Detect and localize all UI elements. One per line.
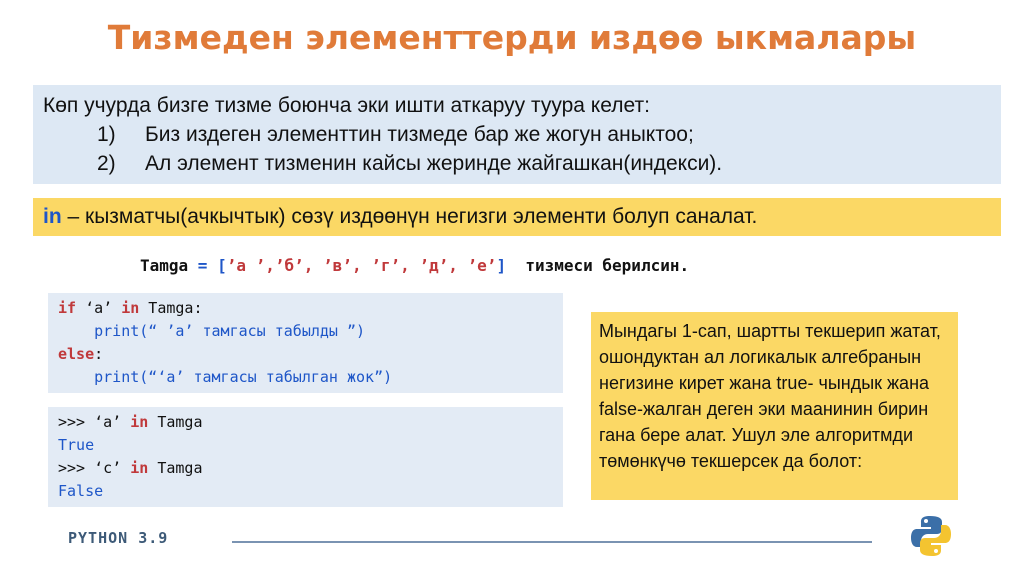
intro-item (43, 149, 991, 178)
in-keyword-box (33, 198, 1001, 236)
interactive-shell-block (48, 407, 563, 507)
intro-lead: Көп учурда бизге тизме боюнча эки ишти аткаруу туура келет: (43, 94, 650, 117)
code-keyword: if (58, 299, 77, 317)
intro-item-number: 1) (97, 123, 116, 146)
code-text: Tamga (148, 459, 203, 477)
code-line (58, 457, 553, 480)
if-else-code-block (48, 293, 563, 393)
code-keyword: else (58, 345, 95, 363)
code-string: ‘с’ (94, 459, 122, 477)
code-line (58, 343, 553, 366)
intro-item (43, 120, 991, 149)
code-line (58, 411, 553, 434)
shell-prompt: >>> (58, 413, 95, 431)
code-text: (“‘а’ тамгасы табылган жок”) (139, 368, 393, 386)
list-values: ’а ’,’б’, ’в’, ’г’, ’д’, ’е’ (226, 256, 497, 275)
code-line (58, 297, 553, 320)
code-text: Tamga: (139, 299, 203, 317)
code-keyword: in (130, 459, 149, 477)
code-function: print (94, 368, 140, 386)
intro-item-text: Ал элемент тизменин кайсы жеринде жайгашкан(индекси). (145, 152, 723, 175)
python-logo-icon (908, 513, 954, 559)
close-bracket: ] (496, 256, 507, 275)
code-text: (“ ’а’ тамгасы табылды ”) (139, 322, 366, 340)
in-keyword: in (43, 205, 62, 228)
code-function: print (94, 322, 140, 340)
footer-divider (232, 541, 872, 543)
code-text: : (94, 345, 104, 363)
code-string: ‘а’ (76, 299, 122, 317)
python-version-logo: PYTHON 3.9 (68, 529, 169, 547)
open-bracket: [ (217, 256, 227, 275)
tamga-list-definition (140, 256, 689, 275)
tamga-name: Tamga (140, 256, 189, 275)
code-line (58, 480, 553, 503)
code-text: Tamga (148, 413, 203, 431)
in-keyword-description: – кызматчы(ачкычтык) сөзү издөөнүн негизги элементи болуп саналат. (61, 205, 758, 228)
shell-output: False (58, 482, 104, 500)
shell-prompt: >>> (58, 459, 95, 477)
assign-operator: = (188, 256, 218, 275)
intro-item-number: 2) (97, 152, 116, 175)
code-line (58, 434, 553, 457)
code-line (58, 320, 553, 343)
page-title: Тизмеден элементтерди издөө ыкмалары (107, 18, 917, 57)
code-line (58, 366, 553, 389)
tamga-suffix: тизмеси берилсин. (506, 256, 690, 275)
code-keyword: in (121, 299, 140, 317)
intro-box (33, 85, 1001, 184)
explanation-note: Мындагы 1-сап, шартты текшерип жатат, ошондуктан ал логикалык алгебранын негизине кирет жана true- чындык жана false-жалган деген эки маанинин бирин гана бере алат. Ушул эле алгоритмди төмөнкүчө текшерсек да болот: (591, 312, 958, 500)
code-keyword: in (130, 413, 149, 431)
intro-item-text: Биз издеген элементтин тизмеде бар же жогун аныктоо; (145, 123, 694, 146)
shell-output: True (58, 436, 95, 454)
code-string: ‘а’ (94, 413, 122, 431)
